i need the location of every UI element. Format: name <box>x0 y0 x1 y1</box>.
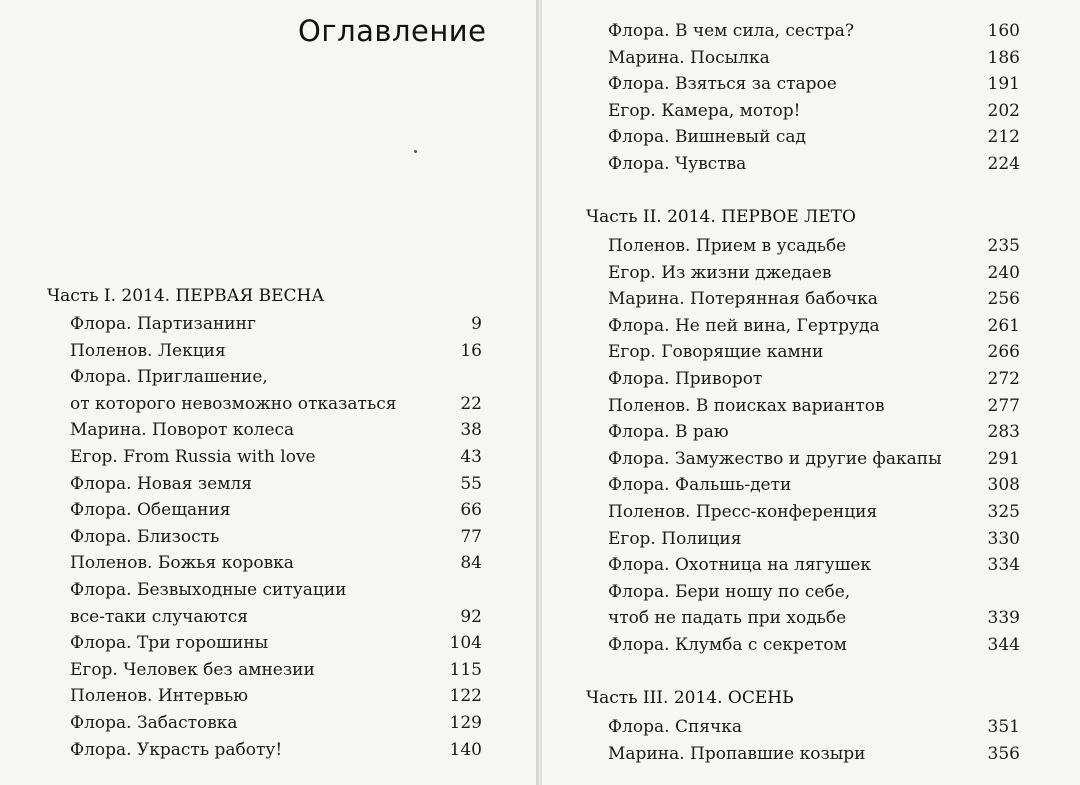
toc-list-part-1-continued <box>608 18 1020 178</box>
toc-entry <box>70 577 482 604</box>
toc-entry-page-number: 22 <box>460 393 482 414</box>
toc-entry-page-number: 351 <box>987 717 1020 737</box>
toc-entry-title: Флора. Бери ношу по себе, <box>608 581 851 602</box>
toc-entry-title: Флора. Три горошины <box>70 633 269 654</box>
toc-entry-page-number: 339 <box>987 608 1020 629</box>
toc-entry-title: Марина. Пропавшие козыри <box>608 743 866 764</box>
toc-entry <box>608 124 1020 151</box>
toc-entry <box>608 233 1020 260</box>
toc-entry-title: Поленов. Лекция <box>70 340 226 361</box>
toc-entry-title: Флора. Не пей вина, Гертруда <box>608 315 880 336</box>
toc-list-part-1 <box>70 311 482 763</box>
toc-entry-title: Егор. Полиция <box>608 528 742 549</box>
toc-entry <box>70 604 482 631</box>
toc-entry-page-number: 186 <box>987 47 1020 68</box>
toc-entry <box>608 71 1020 98</box>
toc-entry-page-number: 202 <box>987 100 1020 121</box>
toc-entry-title: Поленов. Пресс-конференция <box>608 501 878 522</box>
toc-entry-title: Марина. Посылка <box>608 47 770 68</box>
toc-entry <box>608 552 1020 579</box>
toc-entry-title: Марина. Поворот колеса <box>70 420 295 441</box>
toc-entry-title: Флора. Новая земля <box>70 473 252 494</box>
toc-entry <box>608 472 1020 499</box>
toc-entry <box>70 524 482 551</box>
toc-entry <box>70 710 482 737</box>
part-2-heading: Часть II. 2014. ПЕРВОЕ ЛЕТО <box>586 207 856 227</box>
toc-entry-page-number: 330 <box>987 528 1020 549</box>
toc-entry-page-number: 308 <box>987 475 1020 496</box>
toc-entry <box>608 366 1020 393</box>
toc-entry-title: все-таки случаются <box>70 606 248 627</box>
toc-entry-title: Егор. Человек без амнезии <box>70 659 315 680</box>
toc-entry-page-number: 334 <box>987 555 1020 576</box>
toc-entry-title: Флора. Приглашение, <box>70 367 268 388</box>
toc-entry-page-number: 212 <box>987 127 1020 148</box>
toc-entry <box>608 714 1020 741</box>
toc-entry <box>608 393 1020 420</box>
toc-entry <box>70 364 482 391</box>
toc-entry-title: Поленов. Божья коровка <box>70 553 294 574</box>
toc-entry-page-number: 356 <box>987 743 1020 764</box>
toc-entry-page-number: 77 <box>460 526 482 547</box>
toc-entry-title: Флора. Безвыходные ситуации <box>70 579 347 600</box>
toc-entry <box>608 151 1020 178</box>
toc-entry <box>70 737 482 764</box>
toc-entry-page-number: 224 <box>987 153 1020 174</box>
print-speck <box>414 150 417 153</box>
toc-entry-page-number: 191 <box>987 74 1020 95</box>
toc-entry <box>608 579 1020 606</box>
toc-entry-page-number: 272 <box>987 368 1020 389</box>
toc-entry-page-number: 122 <box>449 686 482 707</box>
toc-entry <box>70 497 482 524</box>
toc-entry-title: Егор. From Russia with love <box>70 446 316 467</box>
toc-entry-page-number: 66 <box>460 500 482 521</box>
toc-entry <box>70 444 482 471</box>
toc-entry-title: от которого невозможно отказаться <box>70 393 397 414</box>
toc-entry <box>608 741 1020 768</box>
toc-entry <box>608 313 1020 340</box>
toc-entry-page-number: 277 <box>987 395 1020 416</box>
toc-entry-page-number: 16 <box>460 340 482 361</box>
toc-entry <box>608 499 1020 526</box>
toc-entry-title: Флора. Близость <box>70 526 220 547</box>
part-3-heading: Часть III. 2014. ОСЕНЬ <box>586 688 794 708</box>
toc-entry-title: Марина. Потерянная бабочка <box>608 289 878 310</box>
toc-entry <box>608 632 1020 659</box>
toc-entry-title: Флора. Партизанинг <box>70 314 256 334</box>
toc-entry-page-number: 344 <box>987 634 1020 655</box>
toc-entry-title: Флора. Украсть работу! <box>70 739 283 760</box>
toc-entry-page-number: 104 <box>449 633 482 654</box>
toc-entry <box>608 446 1020 473</box>
toc-entry-title: Флора. Замужество и другие факапы <box>608 448 942 469</box>
toc-entry <box>608 98 1020 125</box>
toc-entry-title: чтоб не падать при ходьбе <box>608 608 847 629</box>
toc-entry-title: Поленов. Интервью <box>70 686 248 707</box>
toc-entry-page-number: 140 <box>449 739 482 760</box>
toc-entry-page-number: 261 <box>987 315 1020 336</box>
toc-entry-title: Егор. Из жизни джедаев <box>608 262 832 283</box>
toc-entry-title: Поленов. Прием в усадьбе <box>608 236 847 256</box>
toc-entry <box>608 260 1020 287</box>
toc-list-part-2 <box>608 233 1020 659</box>
toc-entry-title: Флора. Обещания <box>70 500 231 521</box>
toc-entry <box>70 417 482 444</box>
toc-entry-page-number: 55 <box>460 473 482 494</box>
toc-entry-page-number: 256 <box>987 289 1020 310</box>
part-1-heading: Часть I. 2014. ПЕРВАЯ ВЕСНА <box>47 286 325 306</box>
toc-entry-page-number: 9 <box>471 314 482 334</box>
toc-entry <box>70 657 482 684</box>
toc-entry <box>70 550 482 577</box>
toc-entry-title: Флора. Приворот <box>608 368 763 389</box>
toc-entry-title: Флора. Охотница на лягушек <box>608 555 872 576</box>
toc-entry-page-number: 92 <box>460 606 482 627</box>
toc-entry-title: Флора. В чем сила, сестра? <box>608 21 855 41</box>
toc-entry <box>608 45 1020 72</box>
toc-entry <box>608 605 1020 632</box>
toc-entry <box>70 311 482 338</box>
toc-entry-title: Флора. В раю <box>608 422 729 443</box>
toc-entry <box>70 630 482 657</box>
toc-entry-title: Егор. Камера, мотор! <box>608 100 801 121</box>
toc-entry-page-number: 38 <box>460 420 482 441</box>
toc-entry-page-number: 129 <box>449 712 482 733</box>
toc-entry-title: Егор. Говорящие камни <box>608 342 824 363</box>
page-title: Оглавление <box>298 14 487 48</box>
toc-entry-title: Флора. Взяться за старое <box>608 74 837 95</box>
toc-entry-page-number: 291 <box>987 448 1020 469</box>
right-page <box>542 0 1080 785</box>
toc-entry-page-number: 266 <box>987 342 1020 363</box>
toc-entry-page-number: 84 <box>460 553 482 574</box>
toc-entry-page-number: 115 <box>449 659 482 680</box>
toc-entry-page-number: 43 <box>460 446 482 467</box>
toc-entry-title: Флора. Вишневый сад <box>608 127 806 148</box>
toc-entry <box>70 338 482 365</box>
toc-entry-page-number: 160 <box>987 21 1020 41</box>
toc-entry-title: Флора. Фальшь-дети <box>608 475 792 496</box>
toc-entry-title: Поленов. В поисках вариантов <box>608 395 885 416</box>
toc-entry <box>608 339 1020 366</box>
toc-entry <box>70 683 482 710</box>
toc-entry <box>608 419 1020 446</box>
toc-entry-title: Флора. Спячка <box>608 717 743 737</box>
toc-entry <box>608 18 1020 45</box>
toc-entry-page-number: 283 <box>987 422 1020 443</box>
toc-list-part-3 <box>608 714 1020 767</box>
toc-entry-title: Флора. Забастовка <box>70 712 238 733</box>
toc-entry <box>608 286 1020 313</box>
toc-entry-title: Флора. Чувства <box>608 153 747 174</box>
left-page <box>0 0 538 785</box>
toc-entry-page-number: 240 <box>987 262 1020 283</box>
toc-entry <box>608 526 1020 553</box>
toc-entry-title: Флора. Клумба с секретом <box>608 634 847 655</box>
toc-entry <box>70 471 482 498</box>
toc-entry <box>70 391 482 418</box>
toc-entry-page-number: 235 <box>987 236 1020 256</box>
toc-entry-page-number: 325 <box>987 501 1020 522</box>
